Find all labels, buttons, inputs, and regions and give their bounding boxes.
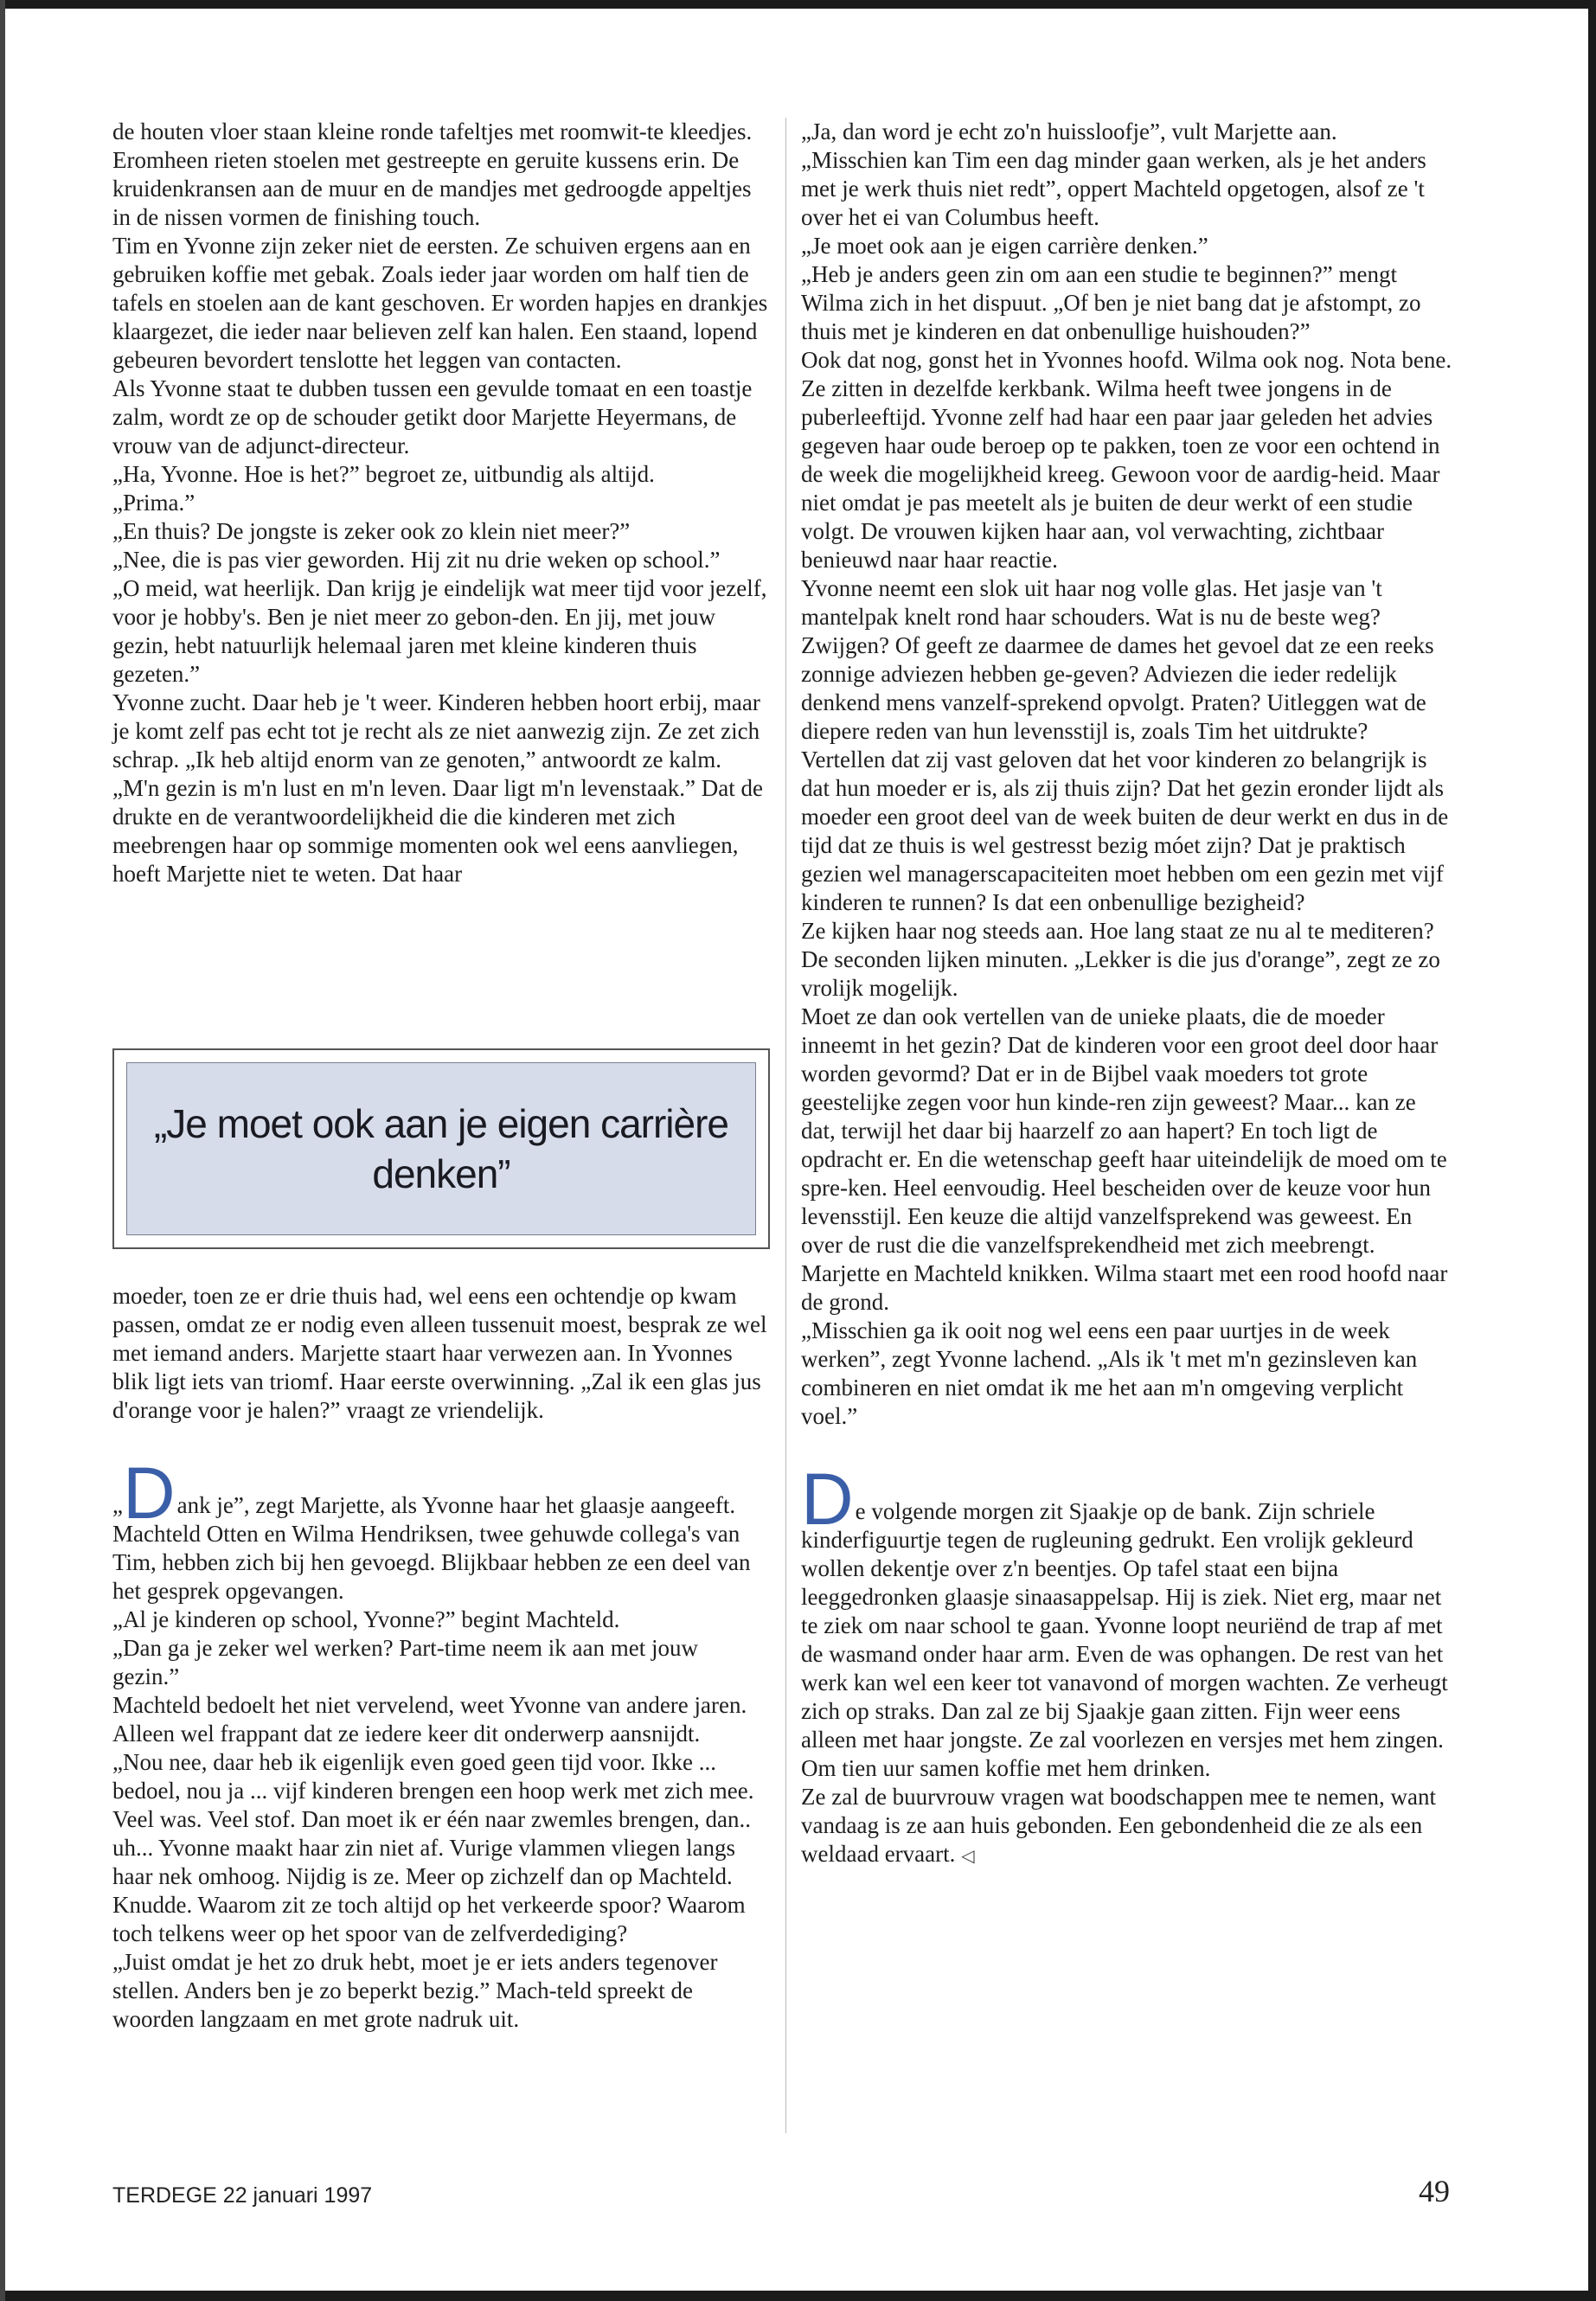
paragraph: „Ha, Yvonne. Hoe is het?” begroet ze, uitbundig als altijd. (112, 461, 655, 487)
paragraph: Ook dat nog, gonst het in Yvonnes hoofd. Wilma ook nog. Nota bene. Ze zitten in dezelfde kerkbank. Wilma heeft twee jongens in de puberleeftijd. Yvonne zelf had haar een paar jaar geleden het advies gegeven haar oude beroep op te pakken, toen ze voor een ochtend in de week die mogelijkheid kreeg. Gewoon voor de aardig-heid. Maar niet omdat je pas meetelt als je buiten de deur werkt of een studie volgt. De vrouwen kijken haar aan, vol verwachting, zichtbaar benieuwd naar haar reactie. (801, 347, 1452, 573)
paragraph: „Al je kinderen op school, Yvonne?” begint Machteld. (112, 1606, 620, 1632)
paragraph (801, 1783, 1454, 1871)
paragraph: „Misschien kan Tim een dag minder gaan werken, als je het anders met je werk thuis niet redt”, oppert Machteld opgetogen, alsof ze 't over het ei van Columbus heeft. (801, 147, 1426, 230)
paragraph: Yvonne zucht. Daar heb je 't weer. Kinderen hebben hoort erbij, maar je komt zelf pas echt tot je recht als ze niet aanwezig zijn. Ze zet zich schrap. „Ik heb altijd enorm van ze genoten,” antwoordt ze kalm. „M'n gezin is m'n lust en m'n leven. Daar ligt m'n levenstaak.” Dat de drukte en de verantwoordelijkheid die die kinderen met zich meebrengen haar op sommige momenten ook wel eens aanvliegen, hoeft Marjette niet te weten. Dat haar (112, 689, 764, 887)
paragraph: „O meid, wat heerlijk. Dan krijg je eindelijk wat meer tijd voor jezelf, voor je hobby's. Ben je niet meer zo gebon-den. En jij, met jouw gezin, hebt natuurlijk helemaal jaren met kleine kinderen thuis gezeten.” (112, 575, 767, 687)
pull-quote-box (112, 1048, 770, 1249)
paragraph: „Misschien ga ik ooit nog wel eens een paar uurtjes in de week werken”, zegt Yvonne lachend. „Als ik 't met m'n gezinsleven kan combineren en niet omdat ik me het aan m'n omgeving verplicht voel.” (801, 1317, 1418, 1429)
section-gap (801, 1431, 1454, 1465)
paragraph: Ze kijken haar nog steeds aan. Hoe lang staat ze nu al te mediteren? De seconden lijken minuten. „Lekker is die jus d'orange”, zegt ze zo vrolijk mogelijk. (801, 918, 1440, 1001)
paragraph: de houten vloer staan kleine ronde tafeltjes met roomwit-te kleedjes. Eromheen rieten stoelen met gestreepte en geruite kussens erin. De kruidenkransen aan de muur en de mandjes met gedroogde appeltjes in de nissen vormen de finishing touch. (112, 119, 753, 230)
page-number: 49 (1419, 2174, 1450, 2208)
drop-cap: D (122, 1452, 176, 1534)
scan-border-top (0, 0, 1596, 9)
end-mark-icon: ◁ (961, 1847, 975, 1866)
left-column-top (112, 118, 770, 888)
paragraph: „Je moet ook aan je eigen carrière denken.” (801, 233, 1208, 259)
left-column-bottom (112, 1282, 770, 2034)
paragraph-text: ank je”, zegt Marjette, als Yvonne haar het glaasje aangeeft. Machteld Otten en Wilma Hendriksen, twee gehuwde collega's van Tim, hebben zich bij hen gevoegd. Blijkbaar hebben ze een deel van het gesprek opgevangen. (112, 1492, 751, 1604)
scan-border-bottom (0, 2291, 1596, 2301)
paragraph: „En thuis? De jongste is zeker ook zo klein niet meer?” (112, 518, 631, 544)
scan-border-left (0, 0, 5, 2301)
drop-cap: D (801, 1458, 854, 1540)
paragraph: „Nou nee, daar heb ik eigenlijk even goed geen tijd voor. Ikke ... bedoel, nou ja ... vijf kinderen brengen een hoop werk met zich mee. Veel was. Veel stof. Dan moet ik er één naar zwemles brengen, dan.. uh... Yvonne maakt haar zin niet af. Vurige vlammen vliegen langs haar nek omhoog. Nijdig is ze. Meer op zichzelf dan op Machteld. Knudde. Waarom zit ze toch altijd op het verkeerde spoor? Waarom toch telkens weer op het spoor van de zelfverdediging? (112, 1749, 754, 1946)
paragraph: „Dan ga je zeker wel werken? Part-time neem ik aan met jouw gezin.” (112, 1635, 698, 1689)
section-opening-paragraph (112, 1452, 770, 1606)
paragraph: „Heb je anders geen zin om aan een studie te beginnen?” mengt Wilma zich in het dispuut. „Of ben je niet bang dat je afstompt, zo thuis met je kinderen en dat onbenullige huishouden?” (801, 261, 1421, 344)
paragraph-text: Ze zal de buurvrouw vragen wat boodschappen mee te nemen, want vandaag is ze aan huis gebonden. Een gebondenheid die ze als een weldaad ervaart. (801, 1784, 1436, 1867)
opening-quote: „ (112, 1492, 123, 1518)
paragraph: moeder, toen ze er drie thuis had, wel eens een ochtendje op kwam passen, omdat ze er nodig even alleen tussenuit moest, besprak ze wel met iemand anders. Marjette staart haar verwezen aan. In Yvonnes blik ligt iets van triomf. Haar eerste overwinning. „Zal ik een glas jus d'orange voor je halen?” vraagt ze vriendelijk. (112, 1283, 767, 1423)
footer-publication: TERDEGE 22 januari 1997 (112, 2183, 373, 2208)
paragraph: Machteld bedoelt het niet vervelend, weet Yvonne van andere jaren. Alleen wel frappant dat ze iedere keer dit onderwerp aansnijdt. (112, 1692, 747, 1747)
section-opening-paragraph (801, 1458, 1454, 1783)
paragraph: Yvonne neemt een slok uit haar nog volle glas. Het jasje van 't mantelpak knelt rond haar schouders. Wat is nu de beste weg? Zwijgen? Of geeft ze daarmee de dames het gevoel dat ze een reeks zonnige adviezen hebben ge-geven? Adviezen die ieder redelijk denkend mens vanzelf-sprekend opvolgt. Praten? Uitleggen wat de diepere reden van hun levensstijl is, zoals Tim het uitdrukte? Vertellen dat zij vast geloven dat het voor kinderen zo belangrijk is dat hun moeder er is, als zij thuis zijn? Dat het gezin eronder lijdt als moeder een groot deel van de week buiten de deur werkt en dus in de tijd dat ze thuis is wel gestresst bezig móet zijn? Dat je praktisch gezien wel managerscapaciteiten moet hebben om een gezin met vijf kinderen te runnen? Is dat een onbenullige bezigheid? (801, 575, 1449, 915)
paragraph: „Ja, dan word je echt zo'n huissloofje”, vult Marjette aan. (801, 119, 1337, 144)
paragraph: „Juist omdat je het zo druk hebt, moet je er iets anders tegenover stellen. Anders ben je zo beperkt bezig.” Mach-teld spreekt de woorden langzaam en met grote nadruk uit. (112, 1949, 718, 2032)
paragraph: Als Yvonne staat te dubben tussen een gevulde tomaat en een toastje zalm, wordt ze op de schouder getikt door Marjette Heyermans, de vrouw van de adjunct-directeur. (112, 375, 753, 458)
paragraph: Marjette en Machteld knikken. Wilma staart met een rood hoofd naar de grond. (801, 1260, 1448, 1315)
right-column (801, 118, 1454, 1871)
paragraph-text: e volgende morgen zit Sjaakje op de bank. Zijn schriele kinderfiguurtje tegen de rugleuning gedrukt. Een vrolijk gekleurd wollen dekentje over z'n beentjes. Op tafel staat een bijna leeggedronken glaasje sinaasappelsap. Hij is ziek. Niet erg, maar net te ziek om naar school te gaan. Yvonne loopt neuriënd de trap af met de wasmand onder haar arm. Even de was ophangen. De rest van het werk kan wel een keer tot vanavond of morgen wachten. Ze verheugt zich op straks. Dan zal ze bij Sjaakje gaan zitten. Fijn weer eens alleen met haar jongste. Ze zal voorlezen en versjes met hem zingen. Om tien uur samen koffie met hem drinken. (801, 1498, 1448, 1781)
section-gap (112, 1425, 770, 1459)
scan-border-right (1588, 0, 1596, 2301)
paragraph: „Prima.” (112, 490, 195, 516)
pull-quote-text: „Je moet ook aan je eigen carrière denken” (126, 1062, 756, 1235)
paragraph: Tim en Yvonne zijn zeker niet de eersten. Ze schuiven ergens aan en gebruiken koffie met gebak. Zoals ieder jaar worden om half tien de tafels en stoelen aan de kant geschoven. Er worden hapjes en drankjes klaargezet, die ieder naar believen zelf kan halen. Een staand, lopend gebeuren bevordert tenslotte het leggen van contacten. (112, 233, 768, 373)
paragraph: Moet ze dan ook vertellen van de unieke plaats, die de moeder inneemt in het gezin? Dat de kinderen voor een groot deel door haar worden gevormd? Dat er in de Bijbel vaak moeders tot grote geestelijke zegen voor hun kinde-ren zijn geweest? Maar... kan ze dat, terwijl het daar bij haarzelf zo aan hapert? En toch ligt de opdracht er. En die wetenschap geeft haar uiteindelijk de moed om te spre-ken. Heel eenvoudig. Heel bescheiden over de keuze voor hun levensstijl. Een keuze die altijd vanzelfsprekend was geweest. En over de rust die die vanzelfsprekendheid met zich meebrengt. (801, 1003, 1447, 1258)
column-divider (785, 118, 786, 2133)
paragraph: „Nee, die is pas vier geworden. Hij zit nu drie weken op school.” (112, 547, 721, 573)
